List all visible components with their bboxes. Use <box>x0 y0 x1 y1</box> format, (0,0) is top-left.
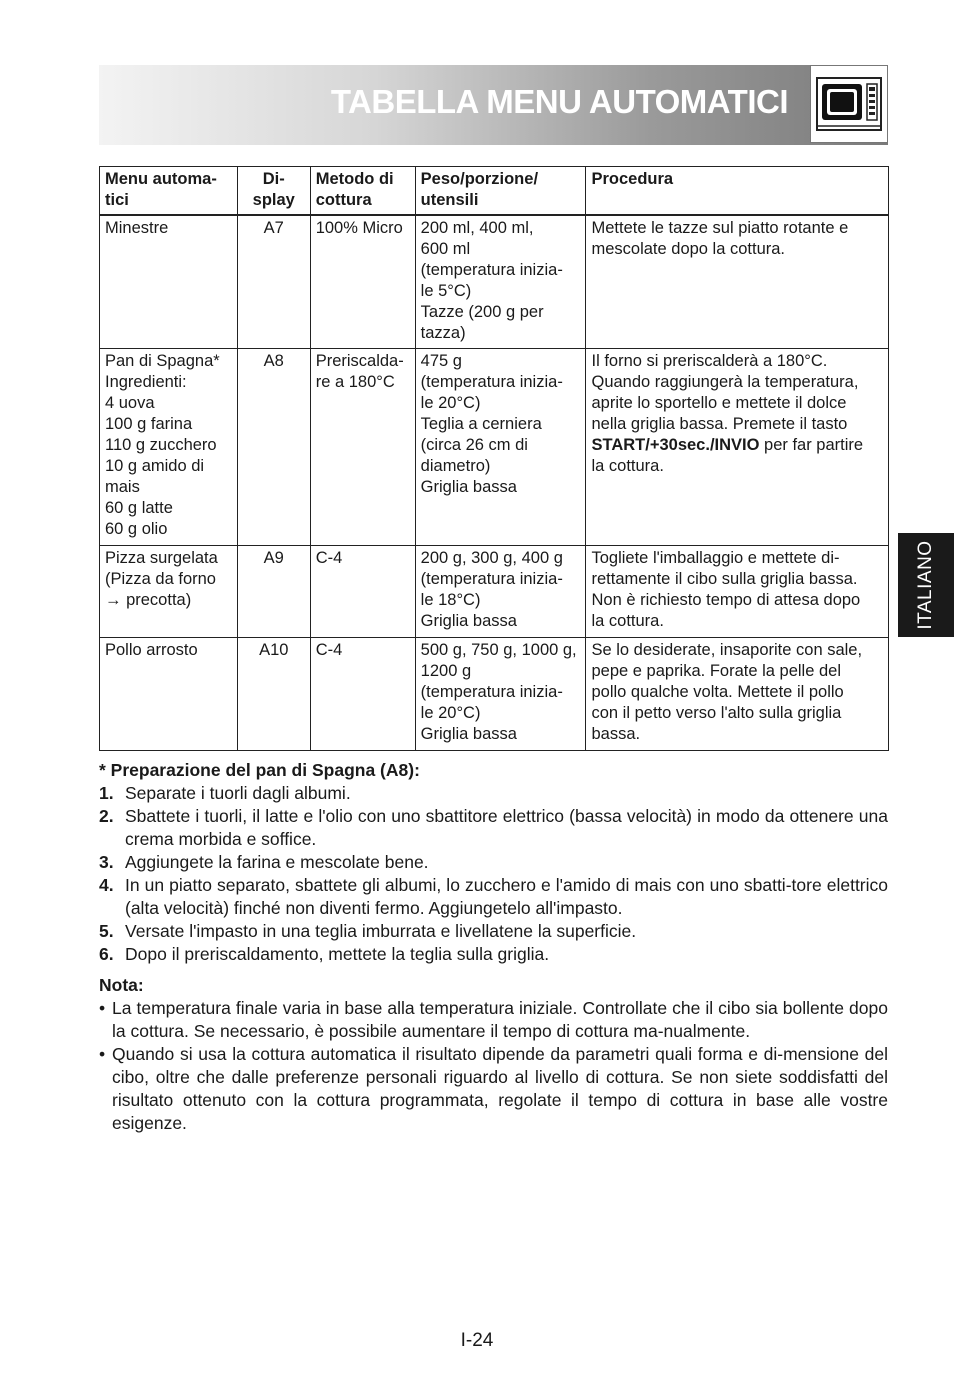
cell-weight: 500 g, 750 g, 1000 g, 1200 g (temperatura inizia- le 20°C) Griglia bassa <box>415 637 586 750</box>
title-banner <box>99 65 888 145</box>
list-item: • La temperatura finale varia in base alla temperatura iniziale. Controllate che il cibo sia bollente dopo la cottura. Se necessario, è possibile aumentare il tempo di cottura ma-nualmente. <box>99 998 888 1041</box>
column-header-weight: Peso/porzione/ utensili <box>415 167 586 216</box>
language-tab <box>898 533 954 637</box>
list-item: 2. Sbattete i tuorli, il latte e l'olio con uno sbattitore elettrico (bassa velocità) in modo da ottenere una crema morbida e soffice. <box>99 806 888 849</box>
cell-menu: Pollo arrosto <box>100 637 238 750</box>
column-header-display: Di- splay <box>237 167 310 216</box>
list-item: 3. Aggiungete la farina e mescolate bene. <box>99 852 429 872</box>
cell-weight: 475 g (temperatura inizia- le 20°C) Teglia a cerniera (circa 26 cm di diametro) Griglia bassa <box>415 348 586 545</box>
cell-method: 100% Micro <box>310 215 415 348</box>
language-tab-label: ITALIANO <box>915 540 936 630</box>
cell-display: A7 <box>237 215 310 348</box>
notes-section <box>99 759 888 1135</box>
list-item: • Quando si usa la cottura automatica il risultato dipende da parametri quali forma e di-mensione del cibo, oltre che dalle preferenze personali riguardo al livello di cottura. Se non siete soddisfatti del risultato ottenuto con la cottura programmata, regolate il tempo di cottura in base alle vostre esigenze. <box>99 1044 888 1133</box>
list-item: 1. Separate i tuorli dagli albumi. <box>99 783 351 803</box>
table-header-row <box>100 167 889 216</box>
page-number: I-24 <box>460 1330 494 1351</box>
cell-menu: Minestre <box>100 215 238 348</box>
table-row <box>100 348 889 545</box>
table-row <box>100 637 889 750</box>
cell-method: Preriscalda- re a 180°C <box>310 348 415 545</box>
cell-menu: Pizza surgelata (Pizza da forno → precotta) <box>100 545 238 637</box>
start-button-label: START/+30sec./INVIO <box>591 435 760 454</box>
cell-procedure: Togliete l'imballaggio e mettete di- rettamente il cibo sulla griglia bassa. Non è richiesto tempo di attesa dopo la cottura. <box>586 545 889 637</box>
cell-weight: 200 g, 300 g, 400 g (temperatura inizia- le 18°C) Griglia bassa <box>415 545 586 637</box>
cell-menu: Pan di Spagna* Ingredienti: 4 uova 100 g farina 110 g zucchero 10 g amido di mais 60 g latte 60 g olio <box>100 348 238 545</box>
cell-method: C-4 <box>310 637 415 750</box>
cell-method: C-4 <box>310 545 415 637</box>
table-row <box>100 545 889 637</box>
list-item: 6. Dopo il preriscaldamento, mettete la teglia sulla griglia. <box>99 944 550 964</box>
bullet-icon: • <box>99 998 106 1018</box>
cell-procedure: Se lo desiderate, insaporite con sale, pepe e paprika. Forate la pelle del pollo qualche volta. Mettete il pollo con il petto verso l'alto sulla griglia bassa. <box>586 637 889 750</box>
preparation-heading: * Preparazione del pan di Spagna (A8): <box>99 760 420 780</box>
automatic-menu-table <box>99 166 889 751</box>
cell-display: A8 <box>237 348 310 545</box>
page-title: TABELLA MENU AUTOMATICI <box>330 83 788 120</box>
cell-display: A10 <box>237 637 310 750</box>
cell-procedure: Mettete le tazze sul piatto rotante e mescolate dopo la cottura. <box>586 215 889 348</box>
table-row <box>100 215 889 348</box>
column-header-method: Metodo di cottura <box>310 167 415 216</box>
nota-heading: Nota: <box>99 975 144 995</box>
column-header-procedure: Procedura <box>586 167 889 216</box>
column-header-menu: Menu automa- tici <box>100 167 238 216</box>
list-item: 5. Versate l'impasto in una teglia imburrata e livellatene la superficie. <box>99 921 637 941</box>
microwave-oven-icon <box>810 65 888 143</box>
cell-weight: 200 ml, 400 ml, 600 ml (temperatura inizia- le 5°C) Tazze (200 g per tazza) <box>415 215 586 348</box>
bullet-icon: • <box>99 1044 106 1064</box>
cell-display: A9 <box>237 545 310 637</box>
list-item: 4. In un piatto separato, sbattete gli albumi, lo zucchero e l'amido di mais con uno sbatti-tore elettrico (alta velocità) finché non diventi fermo. Aggiungetelo all'impasto. <box>99 875 888 918</box>
cell-procedure: Il forno si preriscalderà a 180°C. Quando raggiungerà la temperatura, aprite lo sportello e mettete il dolce nella griglia bassa. Premete il tasto START/+30sec./INVIO per far partire la cottura. <box>586 348 889 545</box>
